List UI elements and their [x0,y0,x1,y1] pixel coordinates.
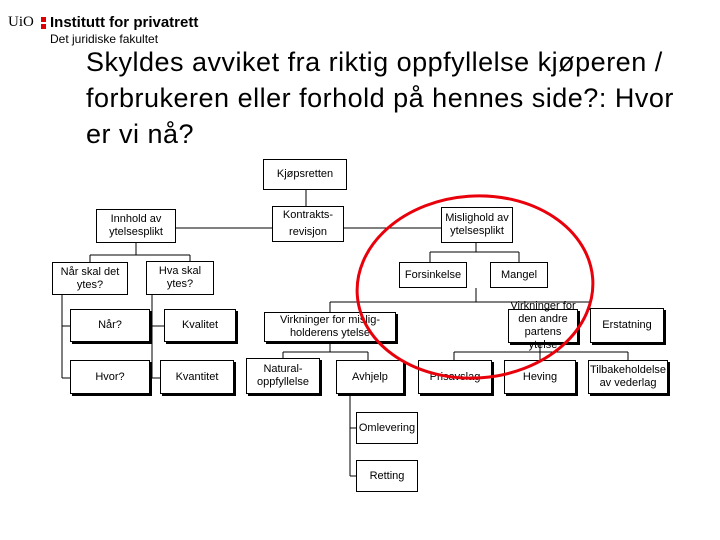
label: Innhold av ytelsesplikt [109,213,163,238]
label: Tilbakeholdelse av vederlag [589,364,667,389]
node-virkninger-mislighold [264,312,396,342]
node-retting: Retting [356,460,418,492]
node-omlevering: Omlevering [356,412,418,444]
logo-faculty: Det juridiske fakultet [50,32,159,46]
node-forsinkelse: Forsinkelse [399,262,467,288]
node-avhjelp: Avhjelp [336,360,404,394]
node-nar: Når? [70,309,150,342]
node-mangel: Mangel [490,262,548,288]
logo-institute: Institutt for privatrett [50,14,199,31]
node-kvalitet: Kvalitet [164,309,236,342]
node-hvor: Hvor? [70,360,150,394]
label: Hva skal ytes? [158,265,202,290]
node-nar-skal-det-ytes [52,262,128,295]
slide-title: Skyldes avviket fra riktig oppfyllelse kjøperen / forbrukeren eller forhold på hennes side?: Hvor er vi nå? [86,47,674,149]
node-heving: Heving [504,360,576,394]
label-part-2: revisjon [289,226,327,238]
label: Mislighold av ytelsesplikt [445,212,509,237]
node-kvantitet: Kvantitet [160,360,234,394]
node-tilbakeholdelse [588,360,668,394]
logo-uio: UiO [8,14,34,30]
label: Virkninger for mislig-holderens ytelse [279,314,381,339]
label-part-1: Kontrakts- [282,209,334,221]
node-kontraktsrevisjon [272,206,344,242]
node-prisavslag: Prisavslag [418,360,492,394]
node-naturaloppfyllelse [246,358,320,394]
node-innhold-av-ytelsesplikt [96,209,176,243]
label: Virkninger for den andre partens ytelse [510,300,576,351]
node-virkninger-andre-part [508,300,578,351]
node-erstatning: Erstatning [590,308,664,343]
node-hva-skal-ytes [146,261,214,295]
node-kjopsretten: Kjøpsretten [263,159,347,190]
label: Når skal det ytes? [60,265,120,291]
label: Natural-oppfyllelse [257,363,309,388]
node-mislighold-av-ytelsesplikt [441,207,513,243]
